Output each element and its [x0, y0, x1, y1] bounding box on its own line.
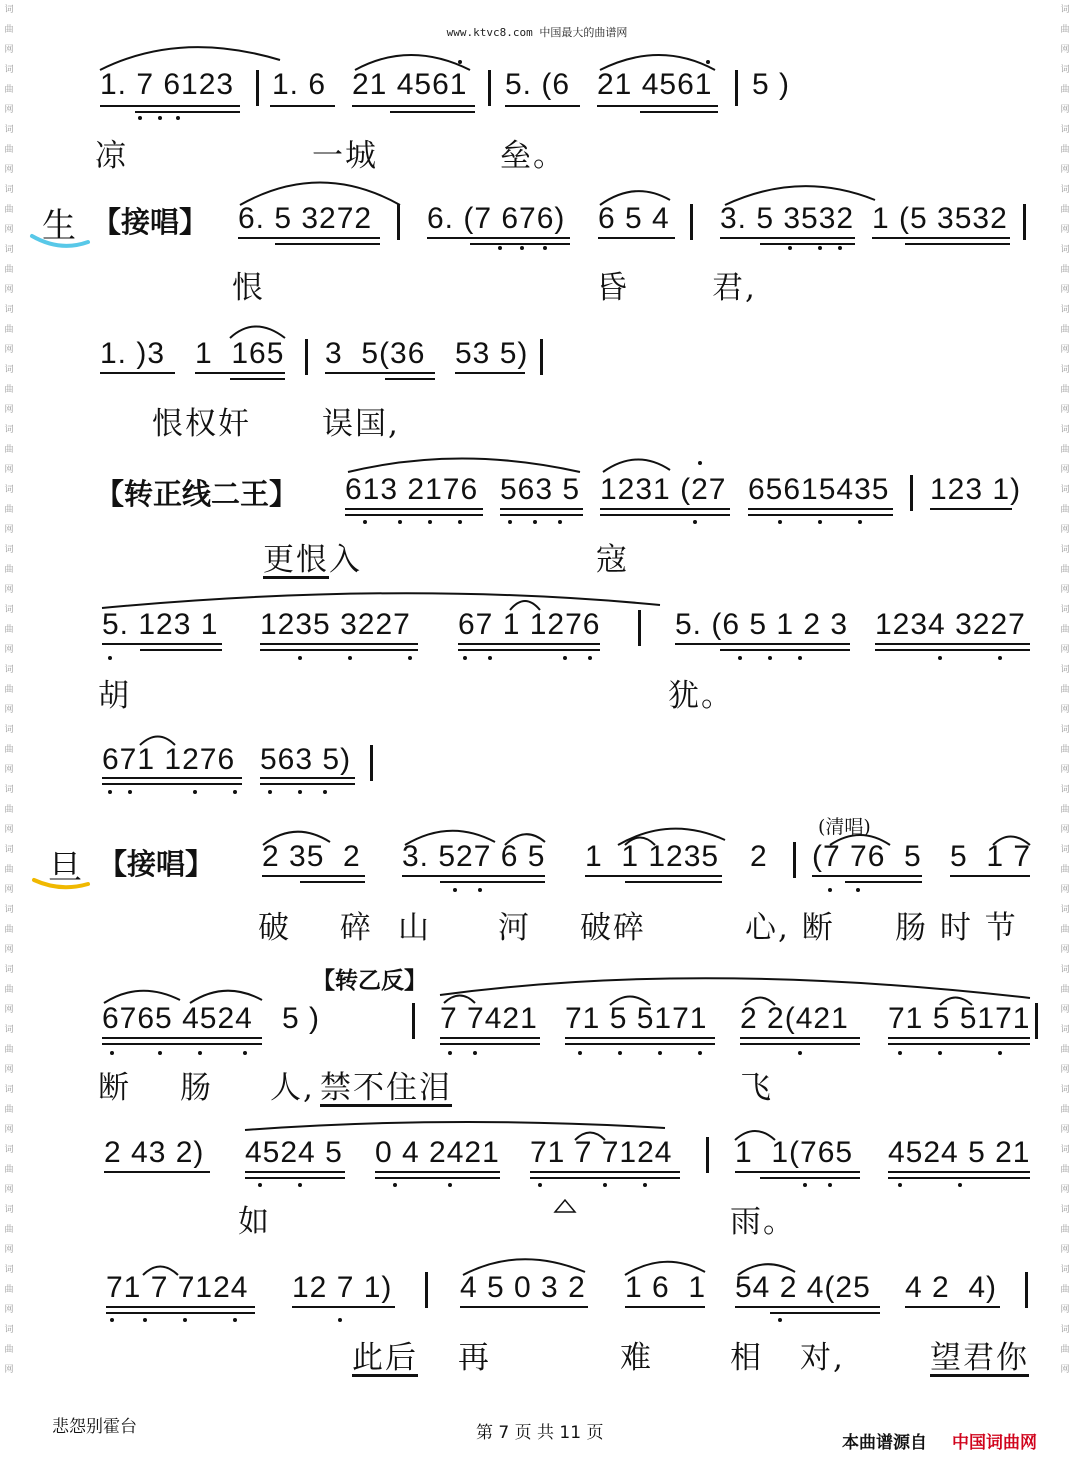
lyric: 人,	[270, 1070, 315, 1106]
note-group: 5 )	[752, 68, 791, 101]
note-group: 5. (6 5 1 2 3	[675, 608, 849, 641]
note-group: 53 5)	[455, 337, 529, 370]
slur	[102, 593, 660, 608]
note-group: (7 76 5	[812, 840, 922, 873]
bar-line	[397, 204, 400, 240]
lyric: 河	[498, 910, 531, 946]
note-group: 7 7421	[440, 1002, 538, 1035]
note-group: 12 7 1)	[292, 1271, 393, 1304]
section-label: 【接唱】	[92, 205, 209, 239]
section-label: 【接唱】	[98, 847, 215, 881]
lyric: 凉	[95, 138, 128, 174]
bar-line	[488, 70, 491, 106]
note-group: 3. 527 6 5	[402, 840, 546, 873]
bar-line	[690, 204, 693, 240]
lyric: 心, 断	[745, 910, 835, 946]
qingchang-note: (清唱)	[818, 816, 871, 838]
note-group: 3 5(36	[325, 337, 426, 370]
bar-line	[706, 1137, 709, 1173]
bar-line	[735, 70, 738, 106]
role-sheng: 生	[42, 206, 76, 246]
bar-line	[1035, 1003, 1038, 1039]
slur	[348, 459, 580, 473]
bar-line	[425, 1272, 428, 1308]
lyric: 肠 时 节	[895, 910, 1018, 946]
lyric: 碎	[340, 910, 373, 946]
note-group: 71 7 7124	[530, 1136, 673, 1169]
bar-line	[540, 339, 543, 375]
bar-line	[370, 745, 373, 781]
triangle-mark	[555, 1200, 575, 1212]
lyric: 犹。	[668, 678, 734, 714]
bar-line	[638, 610, 641, 646]
lyric: 难	[620, 1340, 653, 1376]
note-group: 1 6 1	[625, 1271, 707, 1304]
lyric-underlined: 望君你	[930, 1340, 1029, 1376]
note-group: 1 165	[195, 337, 285, 370]
role-dan: 旦	[48, 848, 82, 888]
note-group: 5 1 7	[950, 840, 1032, 873]
lyric: 误国,	[322, 406, 400, 442]
note-group: 1 (5 3532	[872, 202, 1008, 235]
note-group: 1. )3	[100, 337, 166, 370]
bar-line	[412, 1003, 415, 1039]
note-group: 2 43 2)	[104, 1136, 205, 1169]
note-group: 21 4561	[597, 68, 713, 101]
bar-line	[256, 70, 259, 106]
lyric: 山	[398, 910, 431, 946]
lyric: 破碎	[580, 910, 646, 946]
note-group: 54 2 4(25	[735, 1271, 871, 1304]
note-group: 613 2176	[345, 473, 479, 506]
right-watermark: 词曲网词曲网词曲网词曲网词曲网词曲网词曲网词曲网词曲网词曲网词曲网词曲网词曲网词曲网词曲网词曲网词曲网词曲网词曲网词曲网词曲网词曲网词曲网	[1060, 5, 1070, 1375]
note-group: 21 4561	[352, 68, 468, 101]
note-group: 123 1)	[930, 473, 1022, 506]
lyric: 雨。	[730, 1204, 796, 1240]
lyric: 飞	[740, 1070, 773, 1106]
note-group: 563 5)	[260, 743, 352, 776]
lyric: 入	[329, 542, 362, 578]
slur	[245, 1122, 665, 1130]
note-group: 67 1 1276	[458, 608, 601, 641]
bar-line	[1023, 204, 1026, 240]
slur	[100, 47, 280, 70]
note-group: 5. (6	[505, 68, 571, 101]
lyric: 肠	[180, 1070, 213, 1106]
lyric: 寇	[596, 542, 629, 578]
note-group: 1 1 1235	[585, 840, 720, 873]
note-group: 4 5 0 3 2	[460, 1271, 586, 1304]
footer-title: 悲怨别霍台	[52, 1417, 137, 1437]
note-group: 71 5 5171	[565, 1002, 708, 1035]
note-group: 4524 5	[245, 1136, 343, 1169]
note-group: 2	[750, 840, 768, 873]
note-group: 4524 5 21	[888, 1136, 1031, 1169]
note-group: 6. 5 3272	[238, 202, 373, 235]
bar-line	[793, 842, 796, 878]
lyric: 相	[730, 1340, 763, 1376]
lyric: 一城	[312, 138, 378, 174]
left-watermark: 词曲网词曲网词曲网词曲网词曲网词曲网词曲网词曲网词曲网词曲网词曲网词曲网词曲网词曲网词曲网词曲网词曲网词曲网词曲网词曲网词曲网词曲网词曲网	[4, 5, 14, 1375]
slur	[603, 459, 670, 472]
bar-line	[910, 475, 913, 511]
lyric: 君,	[712, 270, 757, 306]
lyric: 垒。	[500, 138, 566, 174]
bar-line	[1025, 1272, 1028, 1308]
note-group: 71 5 5171	[888, 1002, 1031, 1035]
note-group: 1235 3227	[260, 608, 411, 641]
note-group: 1 1(765	[735, 1136, 854, 1169]
note-group: 1. 6	[272, 68, 327, 101]
note-group: 2 35 2	[262, 840, 361, 873]
bar-line	[305, 339, 308, 375]
lyric: 断	[98, 1070, 131, 1106]
lyric: 恨权奸	[152, 406, 251, 442]
lyric: 昏	[596, 270, 629, 306]
note-group: 2 2(421	[740, 1002, 849, 1035]
lyric-underlined: 此后	[352, 1340, 418, 1376]
note-group: 1. 7 6123	[100, 68, 235, 101]
note-group: 5. 123 1	[102, 608, 219, 641]
lyric: 如	[238, 1204, 271, 1240]
note-group: 6 5 4	[598, 202, 670, 235]
note-group: 3. 5 3532	[720, 202, 855, 235]
note-group: 5 )	[282, 1002, 321, 1035]
note-group: 563 5	[500, 473, 581, 506]
lyric-underlined: 更恨	[263, 542, 329, 578]
page-indicator: 第 7 页 共 11 页	[476, 1423, 604, 1443]
lyric: 对,	[800, 1340, 845, 1376]
lyric: 再	[458, 1340, 491, 1376]
source-site-link[interactable]: 中国词曲网	[952, 1433, 1037, 1453]
note-group: 1231 (27	[600, 473, 727, 506]
source-label: 本曲谱源自	[842, 1433, 927, 1453]
lyric: 胡	[98, 678, 131, 714]
section-label: 【转乙反】	[312, 968, 427, 994]
note-group: 65615435	[748, 473, 890, 506]
note-group: 6. (7 676)	[427, 202, 566, 235]
slur	[440, 978, 1030, 998]
note-group: 6765 4524	[102, 1002, 253, 1035]
note-group: 71 7 7124	[106, 1271, 249, 1304]
note-group: 1234 3227	[875, 608, 1026, 641]
note-group: 671 1276	[102, 743, 236, 776]
note-group: 4 2 4)	[905, 1271, 998, 1304]
site-header[interactable]: www.ktvc8.com 中国最大的曲谱网	[446, 26, 628, 39]
lyric-underlined: 禁不住泪	[320, 1070, 452, 1106]
note-group: 0 4 2421	[375, 1136, 500, 1169]
section-label: 【转正线二王】	[95, 477, 299, 511]
lyric: 恨	[232, 270, 265, 306]
lyric: 破	[258, 910, 291, 946]
lyric	[263, 534, 362, 579]
